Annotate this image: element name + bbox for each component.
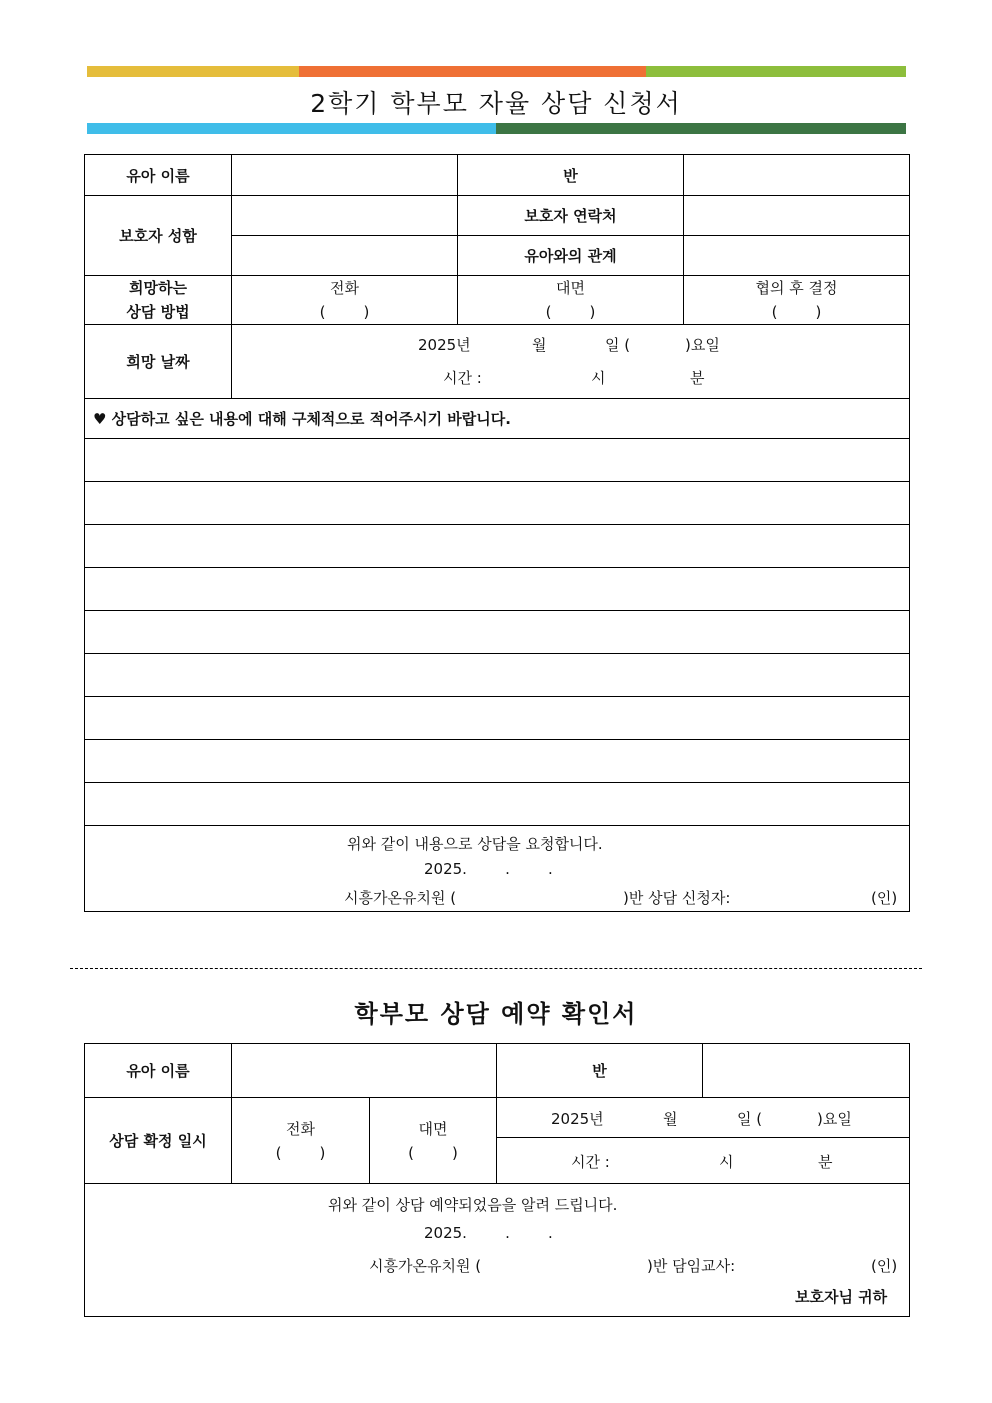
confirm-time-hour: 시 xyxy=(719,1153,734,1171)
method-decide-check[interactable]: ( ) xyxy=(771,303,822,321)
form1-title: 2학기 학부모 자율 상담 신청서 xyxy=(310,89,682,118)
guardian-contact-field[interactable] xyxy=(684,196,910,236)
method-label-line2: 상담 방법 xyxy=(126,303,190,321)
header-bar-yellow xyxy=(87,66,299,77)
date-label: 희망 날짜 xyxy=(85,325,232,399)
confirm-closing-line: 위와 같이 상담 예약되었음을 알려 드립니다. xyxy=(328,1196,618,1214)
time-min: 분 xyxy=(690,369,705,387)
class-suffix: )반 상담 신청자: xyxy=(623,889,731,907)
school-name: 시흥가온유치원 ( xyxy=(344,889,457,907)
confirm-time-label: 시간 : xyxy=(571,1153,610,1171)
class-label-2: 반 xyxy=(497,1044,703,1098)
content-line[interactable] xyxy=(85,783,910,826)
guardian-contact-label: 보호자 연락처 xyxy=(458,196,684,236)
time-hour: 시 xyxy=(591,369,606,387)
child-name-field[interactable] xyxy=(232,155,458,196)
confirm-phone-check[interactable]: ( ) xyxy=(275,1143,326,1162)
confirm-time-min: 분 xyxy=(818,1153,833,1171)
confirm-date-day: 일 ( xyxy=(737,1110,763,1128)
date-field[interactable] xyxy=(232,325,910,399)
confirm-time-field[interactable] xyxy=(497,1138,910,1184)
confirm-date-month: 월 xyxy=(663,1110,678,1128)
guardian-name-label: 보호자 성함 xyxy=(85,196,232,276)
closing-date: 2025. . . xyxy=(424,860,553,878)
method-phone-label: 전화 xyxy=(330,279,359,297)
cut-line xyxy=(70,968,922,969)
guardian-name-field[interactable] xyxy=(232,196,458,236)
confirm-face-check[interactable]: ( ) xyxy=(408,1143,458,1162)
header-bar-orange xyxy=(299,66,646,77)
confirm-date-year: 2025년 xyxy=(551,1110,604,1128)
method-label-line1: 희망하는 xyxy=(129,279,187,297)
guardian-name-field-2[interactable] xyxy=(232,236,458,276)
to-guardian: 보호자님 귀하 xyxy=(795,1288,888,1306)
class-label: 반 xyxy=(458,155,684,196)
method-decide-label: 협의 후 결정 xyxy=(755,279,838,297)
content-line[interactable] xyxy=(85,439,910,482)
content-line[interactable] xyxy=(85,697,910,740)
confirm-closing-cell xyxy=(85,1184,910,1317)
content-line[interactable] xyxy=(85,568,910,611)
method-phone-cell[interactable] xyxy=(232,276,458,325)
date-year: 2025년 xyxy=(418,336,471,354)
confirm-date-weekday: )요일 xyxy=(817,1110,852,1128)
seal-mark: (인) xyxy=(871,889,898,907)
confirm-label: 상담 확정 일시 xyxy=(85,1098,232,1184)
closing-line: 위와 같이 내용으로 상담을 요청합니다. xyxy=(347,835,603,853)
form2-table xyxy=(84,1043,910,1317)
confirm-seal-mark: (인) xyxy=(871,1257,898,1275)
method-phone-check[interactable]: ( ) xyxy=(319,303,370,321)
content-line[interactable] xyxy=(85,611,910,654)
header-bar-skyblue xyxy=(87,123,496,134)
header-bar-darkgreen xyxy=(496,123,906,134)
child-name-label-2: 유아 이름 xyxy=(85,1044,232,1098)
time-label: 시간 : xyxy=(443,369,482,387)
method-face-label: 대면 xyxy=(556,279,585,297)
content-line[interactable] xyxy=(85,740,910,783)
confirm-school-name: 시흥가온유치원 ( xyxy=(369,1257,482,1275)
relation-field[interactable] xyxy=(684,236,910,276)
confirm-face-cell[interactable] xyxy=(370,1098,497,1184)
method-face-check[interactable]: ( ) xyxy=(545,303,596,321)
confirm-face-label: 대면 xyxy=(418,1119,448,1138)
child-name-label: 유아 이름 xyxy=(85,155,232,196)
confirm-phone-label: 전화 xyxy=(286,1119,315,1138)
method-face-cell[interactable] xyxy=(458,276,684,325)
class-field-2[interactable] xyxy=(703,1044,910,1098)
form1-table xyxy=(84,154,910,912)
confirm-class-suffix: )반 담임교사: xyxy=(647,1257,736,1275)
class-field[interactable] xyxy=(684,155,910,196)
closing-cell xyxy=(85,826,910,912)
child-name-field-2[interactable] xyxy=(232,1044,497,1098)
date-day: 일 ( xyxy=(605,336,631,354)
relation-label: 유아와의 관계 xyxy=(458,236,684,276)
date-weekday: )요일 xyxy=(685,336,720,354)
content-line[interactable] xyxy=(85,654,910,697)
form2-title: 학부모 상담 예약 확인서 xyxy=(354,1000,638,1028)
content-line[interactable] xyxy=(85,482,910,525)
method-decide-cell[interactable] xyxy=(684,276,910,325)
confirm-phone-cell[interactable] xyxy=(232,1098,370,1184)
confirm-date-field[interactable] xyxy=(497,1098,910,1138)
confirm-closing-date: 2025. . . xyxy=(424,1224,553,1242)
content-heading: ♥ 상담하고 싶은 내용에 대해 구체적으로 적어주시기 바랍니다. xyxy=(85,399,910,439)
content-line[interactable] xyxy=(85,525,910,568)
method-label xyxy=(85,276,232,325)
header-bar-green xyxy=(646,66,906,77)
date-month: 월 xyxy=(532,336,547,354)
